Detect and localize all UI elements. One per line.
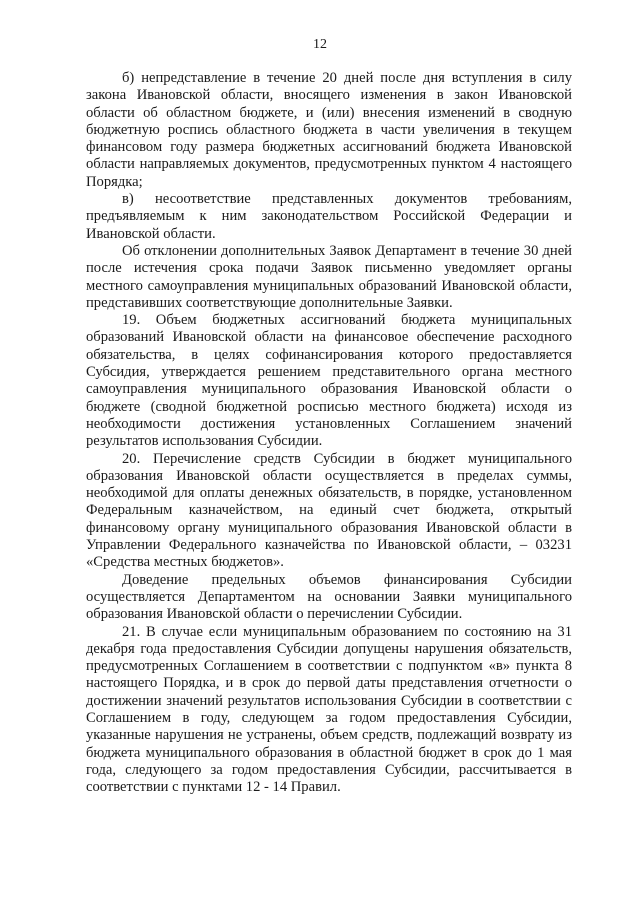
paragraph-funding-limits: Доведение предельных объемов финансирования Субсидии осуществляется Департаментом на основании Заявки муниципального образования Ивановской области о перечислении Субсидии. — [86, 571, 572, 623]
paragraph-item-b: б) непредставление в течение 20 дней после дня вступления в силу закона Ивановской области, вносящего изменения в закон Ивановской области об областном бюджете, и (или) внесения изменений в сводную бюджетную роспись областного бюджета в части увеличения в текущем финансовом году размера бюджетных ассигнований бюджета Ивановской области направляемых документов, предусмотренных пунктом 4 настоящего Порядка; — [86, 70, 572, 190]
paragraph-item-v: в) несоответствие представленных документов требованиям, предъявляемым к ним законодательством Российской Федерации и Ивановской области. — [86, 191, 572, 242]
paragraph-clause-20: 20. Перечисление средств Субсидии в бюджет муниципального образования Ивановской области осуществляется в пределах суммы, необходимой для оплаты денежных обязательств, в порядке, установленном Федеральным казначейством, на единый счет бюджета, открытый финансовому органу муниципального образования Ивановской области в Управлении Федерального казначейства по Ивановской области, – 03231 «Средства местных бюджетов». — [86, 450, 572, 571]
document-body — [86, 70, 572, 796]
page-number: 12 — [313, 37, 327, 52]
paragraph-clause-19: 19. Объем бюджетных ассигнований бюджета муниципальных образований Ивановской области на финансовое обеспечение расходного обязательства, в целях софинансирования которого предоставляется Субсидия, утверждается решением представительного органа местного самоуправления муниципального образования Ивановской области о бюджете (сводной бюджетной росписью местного бюджета) исходя из необходимости достижения установленных Соглашением значений результатов использования Субсидии. — [86, 312, 572, 450]
paragraph-clause-21: 21. В случае если муниципальным образованием по состоянию на 31 декабря года предоставления Субсидии допущены нарушения обязательств, предусмотренных Соглашением в соответствии с подпунктом «в» пункта 8 настоящего Порядка, и в срок до первой даты представления отчетности о достижении значений результатов использования Субсидии в соответствии с Соглашением в году, следующем за годом предоставления Субсидии, указанные нарушения не устранены, объем средств, подлежащий возврату из бюджета муниципального образования в областной бюджет в срок до 1 мая года, следующего за годом предоставления Субсидии, рассчитывается в соответствии с пунктами 12 - 14 Правил. — [86, 623, 572, 796]
paragraph-rejection-notice: Об отклонении дополнительных Заявок Департамент в течение 30 дней после истечения срока подачи Заявок письменно уведомляет органы местного самоуправления муниципальных образований Ивановской области, представивших соответствующие дополнительные Заявки. — [86, 242, 572, 311]
